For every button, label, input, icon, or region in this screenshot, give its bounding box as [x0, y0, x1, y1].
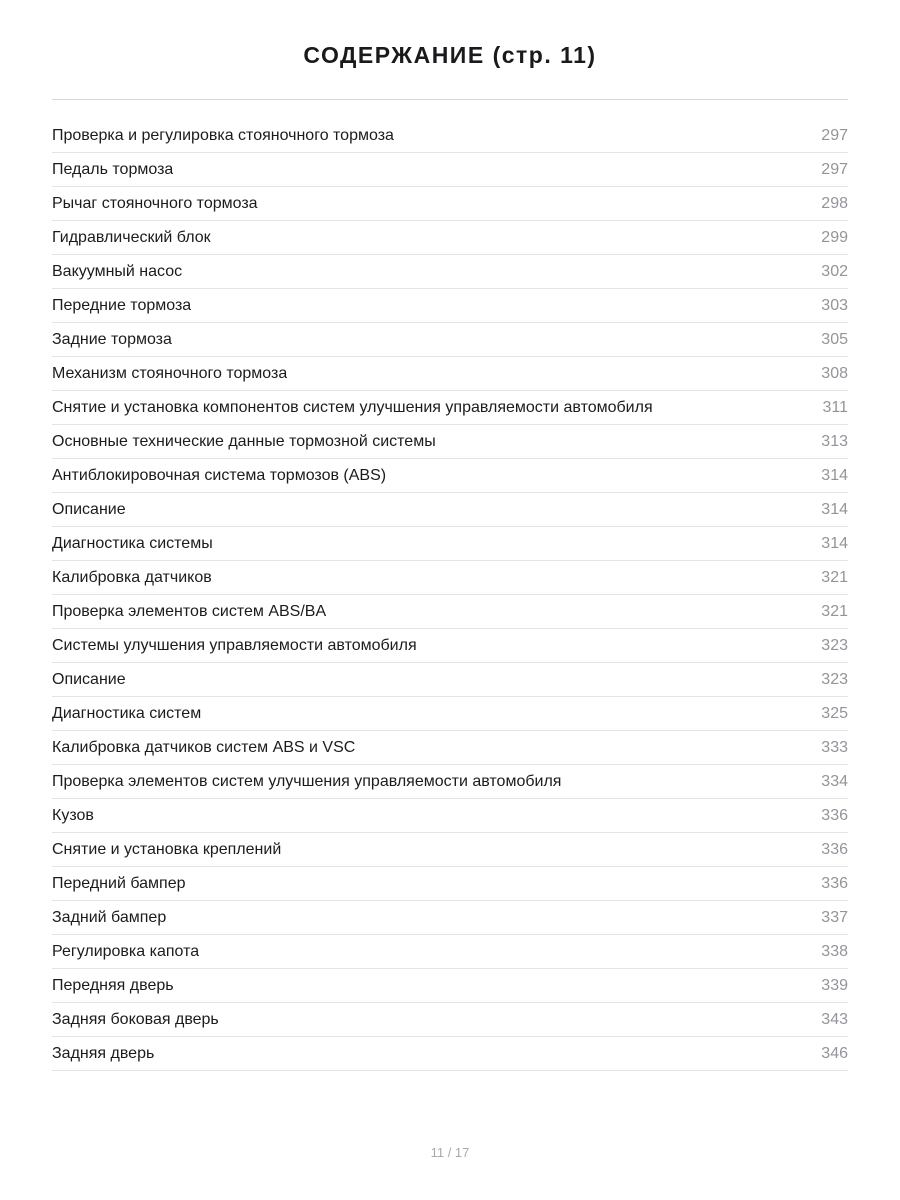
- toc-entry-label: Задние тормоза: [52, 330, 172, 348]
- toc-row[interactable]: [52, 867, 848, 901]
- toc-row[interactable]: [52, 289, 848, 323]
- toc-row[interactable]: [52, 119, 848, 153]
- toc-entry-label: Снятие и установка креплений: [52, 840, 282, 858]
- toc-entry-page: 298: [821, 194, 848, 212]
- toc-entry-label: Снятие и установка компонентов систем улучшения управляемости автомобиля: [52, 398, 653, 416]
- toc-entry-page: 323: [821, 670, 848, 688]
- toc-entry-label: Проверка элементов систем улучшения управляемости автомобиля: [52, 772, 562, 790]
- toc-entry-label: Вакуумный насос: [52, 262, 183, 280]
- toc-row[interactable]: [52, 901, 848, 935]
- toc-entry-page: 338: [821, 942, 848, 960]
- toc-row[interactable]: [52, 935, 848, 969]
- toc-entry-page: 336: [821, 874, 848, 892]
- title-divider: [52, 99, 848, 100]
- toc-entry-label: Передняя дверь: [52, 976, 174, 994]
- toc-entry-label: Педаль тормоза: [52, 160, 174, 178]
- toc-row[interactable]: [52, 493, 848, 527]
- toc-row[interactable]: [52, 425, 848, 459]
- toc-entry-page: 323: [821, 636, 848, 654]
- toc-entry-label: Проверка элементов систем ABS/BA: [52, 602, 327, 620]
- toc-entry-page: 313: [821, 432, 848, 450]
- toc-entry-page: 302: [821, 262, 848, 280]
- toc-entry-page: 343: [821, 1010, 848, 1028]
- toc-entry-page: 314: [821, 500, 848, 518]
- toc-entry-label: Кузов: [52, 806, 94, 824]
- toc-entry-label: Калибровка датчиков систем ABS и VSC: [52, 738, 356, 756]
- toc-entry-page: 297: [821, 126, 848, 144]
- toc-entry-label: Диагностика систем: [52, 704, 202, 722]
- toc-entry-label: Задний бампер: [52, 908, 167, 926]
- toc-entry-page: 321: [821, 568, 848, 586]
- toc-entry-label: Диагностика системы: [52, 534, 213, 552]
- toc-list: [52, 119, 848, 1071]
- toc-entry-page: 314: [821, 466, 848, 484]
- toc-entry-label: Передний бампер: [52, 874, 186, 892]
- toc-entry-label: Описание: [52, 500, 126, 518]
- toc-row[interactable]: [52, 527, 848, 561]
- toc-row[interactable]: [52, 969, 848, 1003]
- toc-row[interactable]: [52, 799, 848, 833]
- toc-row[interactable]: [52, 391, 848, 425]
- toc-entry-page: 305: [821, 330, 848, 348]
- toc-row[interactable]: [52, 459, 848, 493]
- toc-entry-page: 339: [821, 976, 848, 994]
- toc-entry-label: Механизм стояночного тормоза: [52, 364, 288, 382]
- toc-entry-page: 308: [821, 364, 848, 382]
- toc-entry-label: Гидравлический блок: [52, 228, 211, 246]
- toc-row[interactable]: [52, 357, 848, 391]
- toc-entry-label: Антиблокировочная система тормозов (ABS): [52, 466, 387, 484]
- toc-entry-label: Рычаг стояночного тормоза: [52, 194, 258, 212]
- toc-entry-page: 336: [821, 806, 848, 824]
- toc-row[interactable]: [52, 221, 848, 255]
- toc-row[interactable]: [52, 1037, 848, 1071]
- toc-entry-page: 336: [821, 840, 848, 858]
- toc-row[interactable]: [52, 187, 848, 221]
- toc-row[interactable]: [52, 1003, 848, 1037]
- toc-entry-label: Проверка и регулировка стояночного тормоза: [52, 126, 394, 144]
- toc-entry-label: Описание: [52, 670, 126, 688]
- toc-entry-label: Задняя дверь: [52, 1044, 155, 1062]
- toc-row[interactable]: [52, 629, 848, 663]
- toc-entry-page: 337: [821, 908, 848, 926]
- toc-entry-page: 314: [821, 534, 848, 552]
- toc-entry-label: Системы улучшения управляемости автомобиля: [52, 636, 417, 654]
- toc-entry-page: 303: [821, 296, 848, 314]
- toc-row[interactable]: [52, 765, 848, 799]
- toc-entry-page: 299: [821, 228, 848, 246]
- toc-row[interactable]: [52, 153, 848, 187]
- toc-entry-label: Регулировка капота: [52, 942, 200, 960]
- toc-entry-page: 297: [821, 160, 848, 178]
- toc-entry-page: 321: [821, 602, 848, 620]
- toc-row[interactable]: [52, 595, 848, 629]
- toc-row[interactable]: [52, 255, 848, 289]
- toc-entry-page: 325: [821, 704, 848, 722]
- toc-entry-label: Калибровка датчиков: [52, 568, 212, 586]
- toc-row[interactable]: [52, 561, 848, 595]
- page-number-indicator: 11 / 17: [430, 1145, 470, 1160]
- toc-entry-label: Основные технические данные тормозной системы: [52, 432, 436, 450]
- toc-row[interactable]: [52, 697, 848, 731]
- toc-entry-page: 346: [821, 1044, 848, 1062]
- page-title: СОДЕРЖАНИЕ (стр. 11): [303, 42, 597, 68]
- toc-entry-label: Передние тормоза: [52, 296, 192, 314]
- toc-entry-page: 311: [822, 398, 848, 416]
- toc-entry-page: 333: [821, 738, 848, 756]
- toc-entry-page: 334: [821, 772, 848, 790]
- toc-entry-label: Задняя боковая дверь: [52, 1010, 219, 1028]
- toc-row[interactable]: [52, 833, 848, 867]
- toc-row[interactable]: [52, 663, 848, 697]
- toc-row[interactable]: [52, 731, 848, 765]
- toc-row[interactable]: [52, 323, 848, 357]
